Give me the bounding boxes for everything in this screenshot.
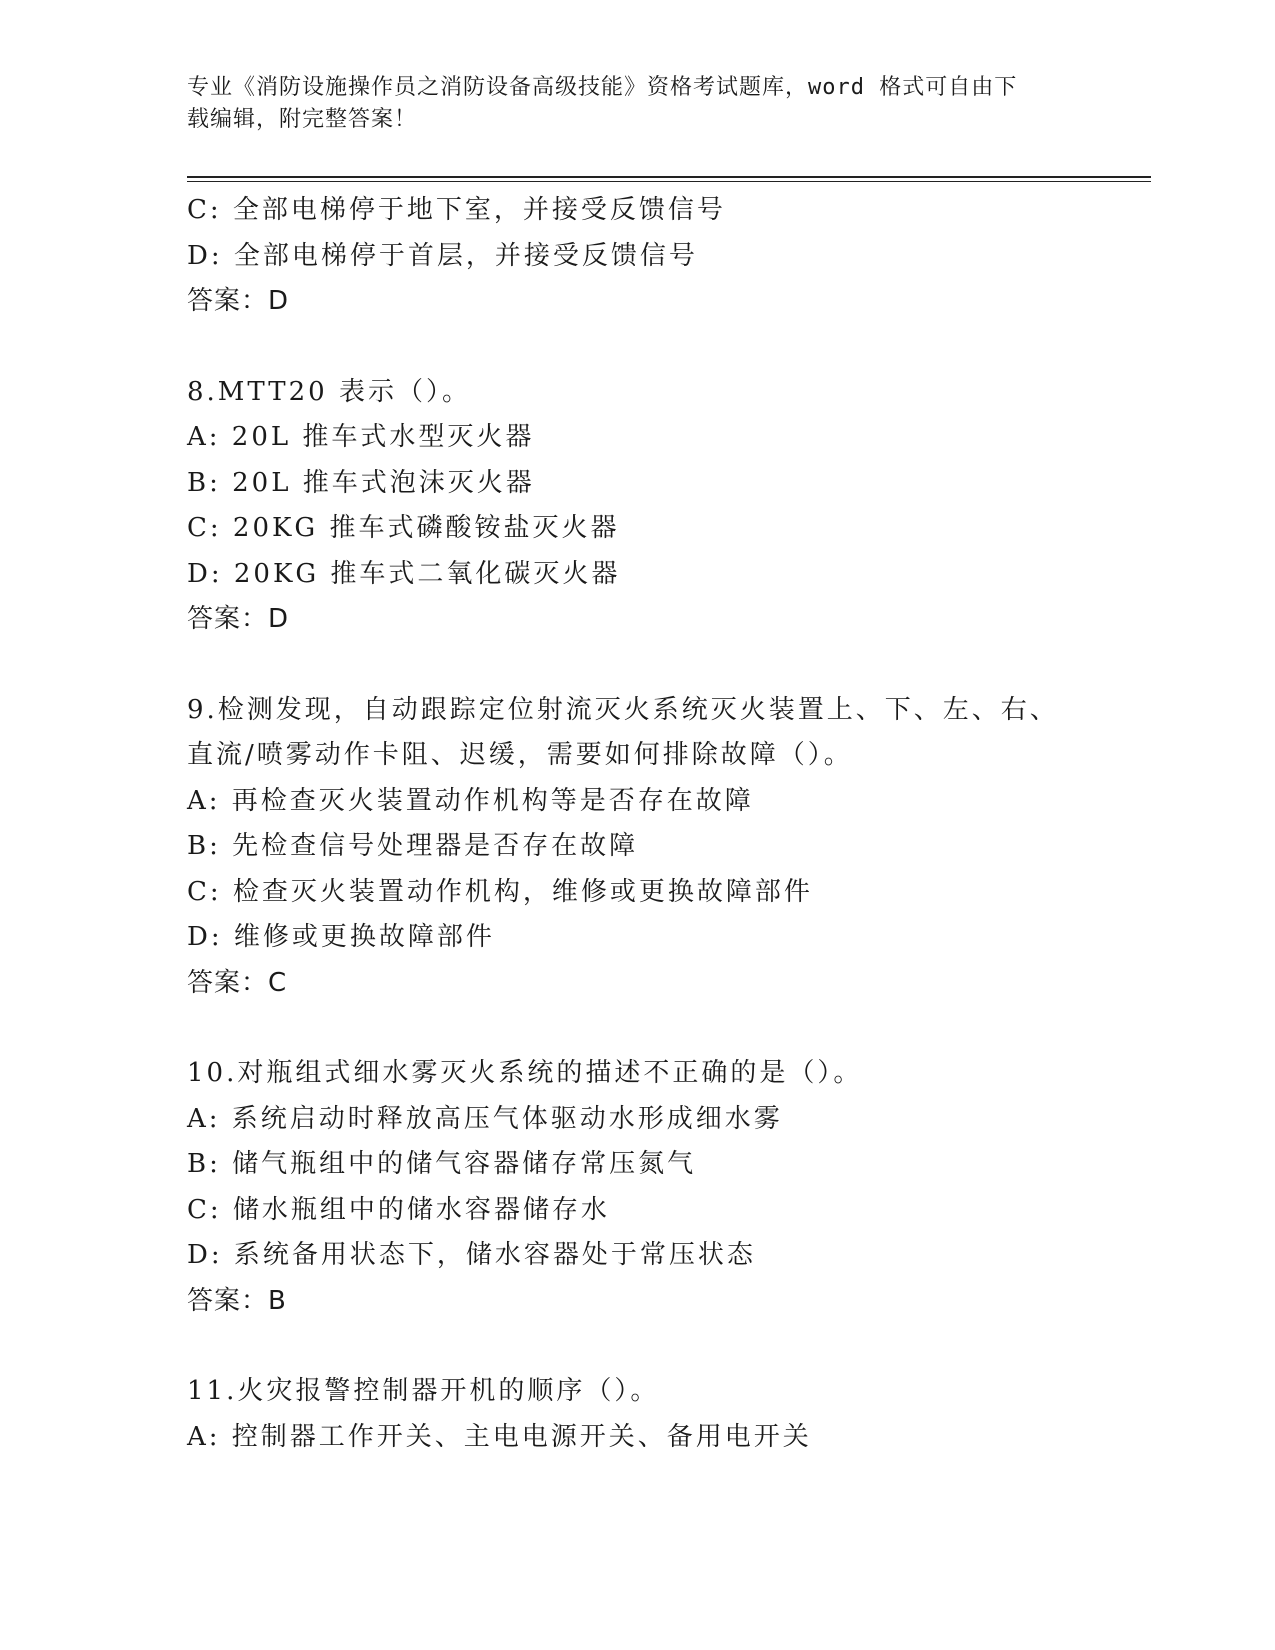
option-a: A: 20L 推车式水型灭火器 [187,422,535,452]
question-list [187,188,1147,1460]
question-10 [187,1051,1147,1324]
option-d: D: 维修或更换故障部件 [187,922,495,952]
option-b: B: 20L 推车式泡沫灭火器 [187,467,535,498]
question-stem-continued: 直流/喷雾动作卡阻、迟缓，需要如何排除故障（）。 [187,740,853,770]
header-line-2: 载编辑，附完整答案！ [187,107,418,132]
question-stem: 10.对瓶组式细水雾灭火系统的描述不正确的是（）。 [187,1058,863,1088]
option-c: C: 20KG 推车式磷酸铵盐灭火器 [187,513,620,543]
option-b: B: 储气瓶组中的储气容器储存常压氮气 [187,1149,697,1179]
answer-line: 答案：C [187,967,288,998]
answer-line: 答案：D [187,604,290,634]
option-c: C: 全部电梯停于地下室，并接受反馈信号 [187,195,726,225]
header-divider-thick [187,176,1151,178]
option-d: D: 系统备用状态下，储水容器处于常压状态 [187,1240,756,1270]
question-stem: 9.检测发现，自动跟踪定位射流灭火系统灭火装置上、下、左、右、 [187,694,1059,725]
question-11 [187,1369,1147,1460]
option-b: B: 先检查信号处理器是否存在故障 [187,831,639,861]
option-d: D: 20KG 推车式二氧化碳灭火器 [187,558,621,589]
option-d: D: 全部电梯停于首层，并接受反馈信号 [187,240,698,271]
question-7-continued [187,188,1147,325]
document-header [187,72,1087,136]
option-a: A: 系统启动时释放高压气体驱动水形成细水雾 [187,1103,783,1134]
question-9 [187,688,1147,1007]
option-a: A: 控制器工作开关、主电电源开关、备用电开关 [187,1421,812,1452]
header-line-1: 专业《消防设施操作员之消防设备高级技能》资格考试题库，word 格式可自由下 [187,75,1018,100]
question-stem: 8.MTT20 表示（）。 [187,376,471,407]
option-c: C: 储水瓶组中的储水容器储存水 [187,1194,610,1225]
question-stem: 11.火灾报警控制器开机的顺序（）。 [187,1376,660,1406]
header-divider-thin [187,181,1151,182]
option-a: A: 再检查灭火装置动作机构等是否存在故障 [187,785,754,816]
answer-line: 答案：B [187,1285,287,1316]
option-c: C: 检查灭火装置动作机构，维修或更换故障部件 [187,876,813,907]
answer-line: 答案：D [187,286,290,316]
question-8 [187,370,1147,643]
